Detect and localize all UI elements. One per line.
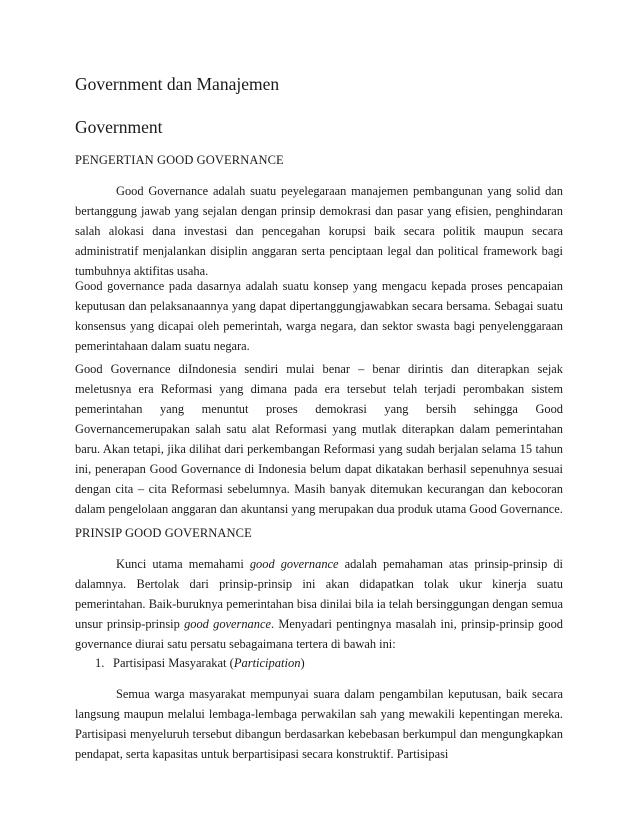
list-item-participation: 1. Partisipasi Masyarakat (Participation) [95,656,305,670]
document-title-line2: Government [75,117,163,137]
section-heading-prinsip: PRINSIP GOOD GOVERNANCE [75,526,252,540]
paragraph-concept: Good governance pada dasarnya adalah suatu konsep yang mengacu kepada proses pencapaian keputusan dan pelaksanaannya yang dapat dipertanggungjawabkan secara bersama. Sebagai suatu konsensus yang dicapai oleh pemerintah, warga negara, dan sektor swasta bagi penyelenggaraan pemerintahaan dalam suatu negara. [75,279,563,353]
paragraph-indonesia: Good Governance diIndonesia sendiri mulai benar – benar dirintis dan diterapkan sejak meletusnya era Reformasi yang dimana pada era tersebut telah terjadi perombakan sistem pemerintahan yang menuntut proses demokrasi yang bersih sehingga Good Governancemerupakan salah satu alat Reformasi yang mutlak diterapkan dalam pemerintahan baru. Akan tetapi, jika dilihat dari perkembangan Reformasi yang sudah berjalan selama 15 tahun ini, penerapan Good Governance di Indonesia belum dapat dikatakan berhasil sepenuhnya sesuai dengan cita – cita Reformasi sebelumnya. Masih banyak ditemukan kecurangan dan kebocoran dalam pengelolaan anggaran dan akuntansi yang merupakan dua produk utama Good Governance. [75,362,563,516]
paragraph-principles: Kunci utama memahami good governance adalah pemahaman atas prinsip-prinsip di dalamnya. Bertolak dari prinsip-prinsip ini akan didapatkan tolak ukur kinerja suatu pemerintahan. Baik-buruknya pemerintahan bisa dinilai bila ia telah bersinggungan dengan semua unsur prinsip-prinsip good governance. Menyadari pentingnya masalah ini, prinsip-prinsip good governance diurai satu persatu sebagaimana tertera di bawah ini: [75,557,563,651]
document-title-line1: Government dan Manajemen [75,74,280,94]
list-item-number: 1. [95,656,105,670]
section-heading-pengertian: PENGERTIAN GOOD GOVERNANCE [75,153,284,167]
paragraph-definition: Good Governance adalah suatu peyelegaraan manajemen pembangunan yang solid dan bertanggung jawab yang sejalan dengan prinsip demokrasi dan pasar yang efisien, penghindaran salah alokasi dana investasi dan pencegahan korupsi baik secara politik maupun secara administratif menjalankan disiplin anggaran serta penciptaan legal dan political framework bagi tumbuhnya aktifitas usaha. [75,184,563,278]
paragraph-participation: Semua warga masyarakat mempunyai suara dalam pengambilan keputusan, baik secara langsung maupun melalui lembaga-lembaga perwakilan sah yang mewakili kepentingan mereka. Partisipasi menyeluruh tersebut dibangun berdasarkan kebebasan berkumpul dan mengungkapkan pendapat, serta kapasitas untuk berpartisipasi secara konstruktif. Partisipasi [75,687,563,761]
